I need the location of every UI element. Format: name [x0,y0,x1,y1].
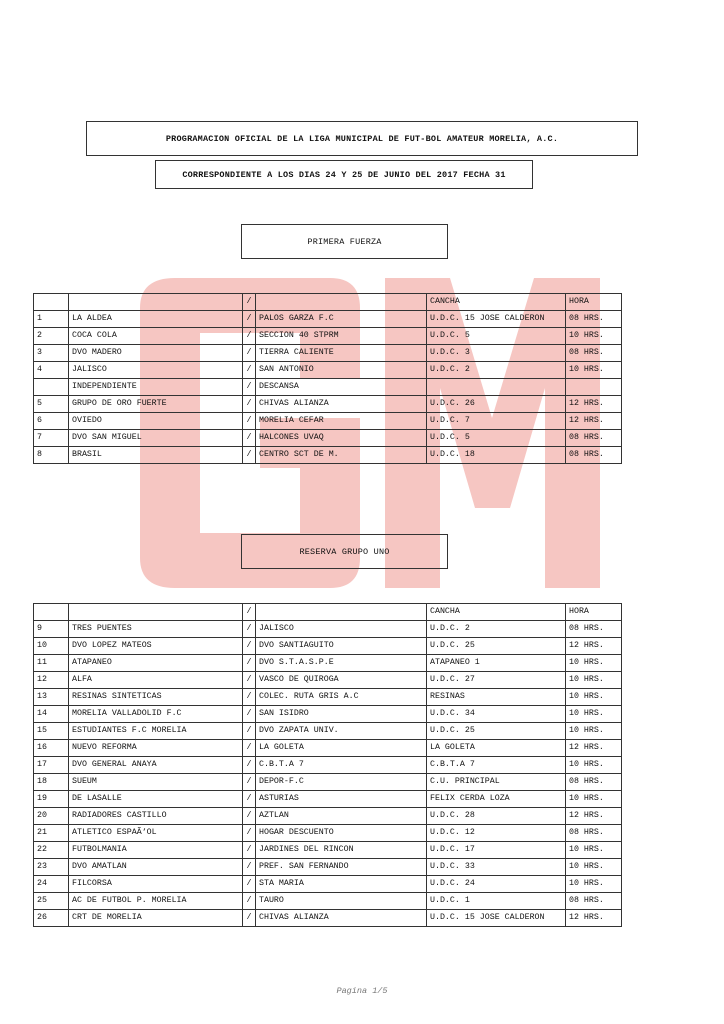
match-time: 10 HRS. [566,689,622,706]
table-row [34,689,622,706]
field-name: C.U. PRINCIPAL [427,774,566,791]
match-number: 20 [34,808,69,825]
away-team: COLEC. RUTA GRIS A.C [256,689,427,706]
field-name: U.D.C. 33 [427,859,566,876]
field-name: U.D.C. 3 [427,345,566,362]
separator: / [243,859,256,876]
table-row [34,706,622,723]
match-time: 10 HRS. [566,672,622,689]
table-row [34,672,622,689]
separator: / [243,825,256,842]
away-team: DVO SANTIAGUITO [256,638,427,655]
table-row [34,808,622,825]
field-name: FELIX CERDA LOZA [427,791,566,808]
home-team: DVO AMATLAN [69,859,243,876]
match-number: 1 [34,311,69,328]
column-header: HORA [566,604,622,621]
home-team: TRES PUENTES [69,621,243,638]
away-team: DVO ZAPATA UNIV. [256,723,427,740]
table-row [34,893,622,910]
match-number: 16 [34,740,69,757]
separator: / [243,876,256,893]
separator: / [243,740,256,757]
away-team: PALOS GARZA F.C [256,311,427,328]
match-time: 08 HRS. [566,774,622,791]
table-row [34,447,622,464]
field-name: C.B.T.A 7 [427,757,566,774]
page-number: Pagina 1/5 [336,986,388,996]
field-name: U.D.C. 28 [427,808,566,825]
match-number: 2 [34,328,69,345]
away-team: STA MARIA [256,876,427,893]
document-subtitle: CORRESPONDIENTE A LOS DIAS 24 Y 25 DE JUNIO DEL 2017 FECHA 31 [155,160,533,189]
home-team: AC DE FUTBOL P. MORELIA [69,893,243,910]
home-team: FUTBOLMANIA [69,842,243,859]
field-name: U.D.C. 27 [427,672,566,689]
separator: / [243,328,256,345]
home-team: INDEPENDIENTE [69,379,243,396]
match-number: 13 [34,689,69,706]
home-team: ALFA [69,672,243,689]
column-header: CANCHA [427,294,566,311]
separator: / [243,447,256,464]
separator: / [243,893,256,910]
match-number: 19 [34,791,69,808]
separator: / [243,413,256,430]
match-number [34,379,69,396]
home-team: GRUPO DE ORO FUERTE [69,396,243,413]
away-team: HALCONES UVAQ [256,430,427,447]
match-number: 10 [34,638,69,655]
separator: / [243,706,256,723]
field-name: U.D.C. 34 [427,706,566,723]
away-team: DEPOR-F.C [256,774,427,791]
table-row [34,757,622,774]
home-team: NUEVO REFORMA [69,740,243,757]
match-number: 17 [34,757,69,774]
document-title: PROGRAMACION OFICIAL DE LA LIGA MUNICIPAL DE FUT-BOL AMATEUR MORELIA, A.C. [86,121,638,156]
table-row [34,825,622,842]
table-row [34,362,622,379]
table-row [34,638,622,655]
home-team: DVO SAN MIGUEL [69,430,243,447]
match-number: 8 [34,447,69,464]
match-time: 10 HRS. [566,362,622,379]
away-team: JARDINES DEL RINCON [256,842,427,859]
separator: / [243,396,256,413]
field-name: U.D.C. 5 [427,328,566,345]
match-number: 24 [34,876,69,893]
separator: / [243,311,256,328]
table-row [34,842,622,859]
table-header-row [34,604,622,621]
match-time: 08 HRS. [566,621,622,638]
column-header [69,604,243,621]
match-number: 23 [34,859,69,876]
table-row [34,859,622,876]
separator: / [243,757,256,774]
match-time: 12 HRS. [566,413,622,430]
match-time: 12 HRS. [566,396,622,413]
away-team: VASCO DE QUIROGA [256,672,427,689]
match-time: 10 HRS. [566,842,622,859]
away-team: TIERRA CALIENTE [256,345,427,362]
table-row [34,396,622,413]
match-number: 9 [34,621,69,638]
separator: / [243,430,256,447]
separator: / [243,808,256,825]
table-row [34,345,622,362]
column-header [256,294,427,311]
away-team: LA GOLETA [256,740,427,757]
home-team: OVIEDO [69,413,243,430]
match-time: 10 HRS. [566,723,622,740]
away-team: JALISCO [256,621,427,638]
match-number: 14 [34,706,69,723]
column-header [69,294,243,311]
separator: / [243,621,256,638]
match-time: 12 HRS. [566,638,622,655]
separator: / [243,672,256,689]
primera-fuerza-table [33,293,622,464]
column-header: / [243,604,256,621]
column-header: HORA [566,294,622,311]
away-team: CENTRO SCT DE M. [256,447,427,464]
away-team: TAURO [256,893,427,910]
field-name: U.D.C. 2 [427,621,566,638]
field-name: U.D.C. 12 [427,825,566,842]
field-name [427,379,566,396]
field-name: U.D.C. 24 [427,876,566,893]
home-team: DE LASALLE [69,791,243,808]
match-time: 08 HRS. [566,430,622,447]
table-row [34,774,622,791]
table-row [34,740,622,757]
away-team: MORELIA CEFAR [256,413,427,430]
field-name: U.D.C. 2 [427,362,566,379]
match-number: 26 [34,910,69,927]
home-team: SUEUM [69,774,243,791]
home-team: BRASIL [69,447,243,464]
match-number: 7 [34,430,69,447]
separator: / [243,362,256,379]
table-row [34,379,622,396]
field-name: U.D.C. 7 [427,413,566,430]
column-header [34,604,69,621]
match-time: 12 HRS. [566,740,622,757]
table-row [34,621,622,638]
home-team: DVO MADERO [69,345,243,362]
match-time: 08 HRS. [566,311,622,328]
home-team: ATAPANEO [69,655,243,672]
away-team: SAN ANTONIO [256,362,427,379]
match-number: 25 [34,893,69,910]
home-team: DVO GENERAL ANAYA [69,757,243,774]
separator: / [243,655,256,672]
match-number: 21 [34,825,69,842]
separator: / [243,842,256,859]
table-row [34,723,622,740]
field-name: LA GOLETA [427,740,566,757]
separator: / [243,638,256,655]
home-team: RADIADORES CASTILLO [69,808,243,825]
match-number: 18 [34,774,69,791]
home-team: MORELIA VALLADOLID F.C [69,706,243,723]
table-row [34,430,622,447]
match-number: 12 [34,672,69,689]
separator: / [243,910,256,927]
column-header: CANCHA [427,604,566,621]
match-time: 10 HRS. [566,876,622,893]
match-time: 10 HRS. [566,655,622,672]
separator: / [243,379,256,396]
away-team: DVO S.T.A.S.P.E [256,655,427,672]
match-time: 12 HRS. [566,808,622,825]
field-name: U.D.C. 17 [427,842,566,859]
home-team: CRT DE MORELIA [69,910,243,927]
table-row [34,910,622,927]
home-team: JALISCO [69,362,243,379]
match-time: 10 HRS. [566,791,622,808]
match-time: 08 HRS. [566,893,622,910]
home-team: LA ALDEA [69,311,243,328]
table-row [34,311,622,328]
field-name: U.D.C. 15 JOSE CALDERON [427,311,566,328]
field-name: U.D.C. 18 [427,447,566,464]
field-name: U.D.C. 25 [427,638,566,655]
match-time: 12 HRS. [566,910,622,927]
home-team: ESTUDIANTES F.C MORELIA [69,723,243,740]
separator: / [243,689,256,706]
field-name: RESINAS [427,689,566,706]
away-team: SECCION 40 STPRM [256,328,427,345]
section-title-reserva-grupo-uno: RESERVA GRUPO UNO [241,534,448,569]
match-number: 11 [34,655,69,672]
match-time: 10 HRS. [566,328,622,345]
away-team: DESCANSA [256,379,427,396]
away-team: CHIVAS ALIANZA [256,910,427,927]
match-number: 22 [34,842,69,859]
reserva-grupo-uno-table [33,603,622,927]
match-time: 10 HRS. [566,706,622,723]
section-title-primera-fuerza: PRIMERA FUERZA [241,224,448,259]
match-number: 3 [34,345,69,362]
home-team: RESINAS SINTETICAS [69,689,243,706]
separator: / [243,791,256,808]
match-number: 4 [34,362,69,379]
match-number: 15 [34,723,69,740]
match-time: 08 HRS. [566,345,622,362]
home-team: COCA COLA [69,328,243,345]
away-team: C.B.T.A 7 [256,757,427,774]
field-name: U.D.C. 1 [427,893,566,910]
match-time: 10 HRS. [566,859,622,876]
match-time [566,379,622,396]
field-name: ATAPANEO 1 [427,655,566,672]
separator: / [243,774,256,791]
table-header-row [34,294,622,311]
home-team: DVO LOPEZ MATEOS [69,638,243,655]
away-team: CHIVAS ALIANZA [256,396,427,413]
away-team: AZTLAN [256,808,427,825]
column-header [34,294,69,311]
match-time: 10 HRS. [566,757,622,774]
field-name: U.D.C. 15 JOSE CALDERON [427,910,566,927]
field-name: U.D.C. 26 [427,396,566,413]
away-team: ASTURIAS [256,791,427,808]
away-team: HOGAR DESCUENTO [256,825,427,842]
match-time: 08 HRS. [566,447,622,464]
table-row [34,791,622,808]
match-time: 08 HRS. [566,825,622,842]
match-number: 5 [34,396,69,413]
home-team: ATLETICO ESPAÃ‘OL [69,825,243,842]
separator: / [243,723,256,740]
field-name: U.D.C. 5 [427,430,566,447]
table-row [34,328,622,345]
table-row [34,655,622,672]
away-team: PREF. SAN FERNANDO [256,859,427,876]
away-team: SAN ISIDRO [256,706,427,723]
field-name: U.D.C. 25 [427,723,566,740]
match-number: 6 [34,413,69,430]
table-row [34,413,622,430]
separator: / [243,345,256,362]
column-header: / [243,294,256,311]
home-team: FILCORSA [69,876,243,893]
column-header [256,604,427,621]
table-row [34,876,622,893]
